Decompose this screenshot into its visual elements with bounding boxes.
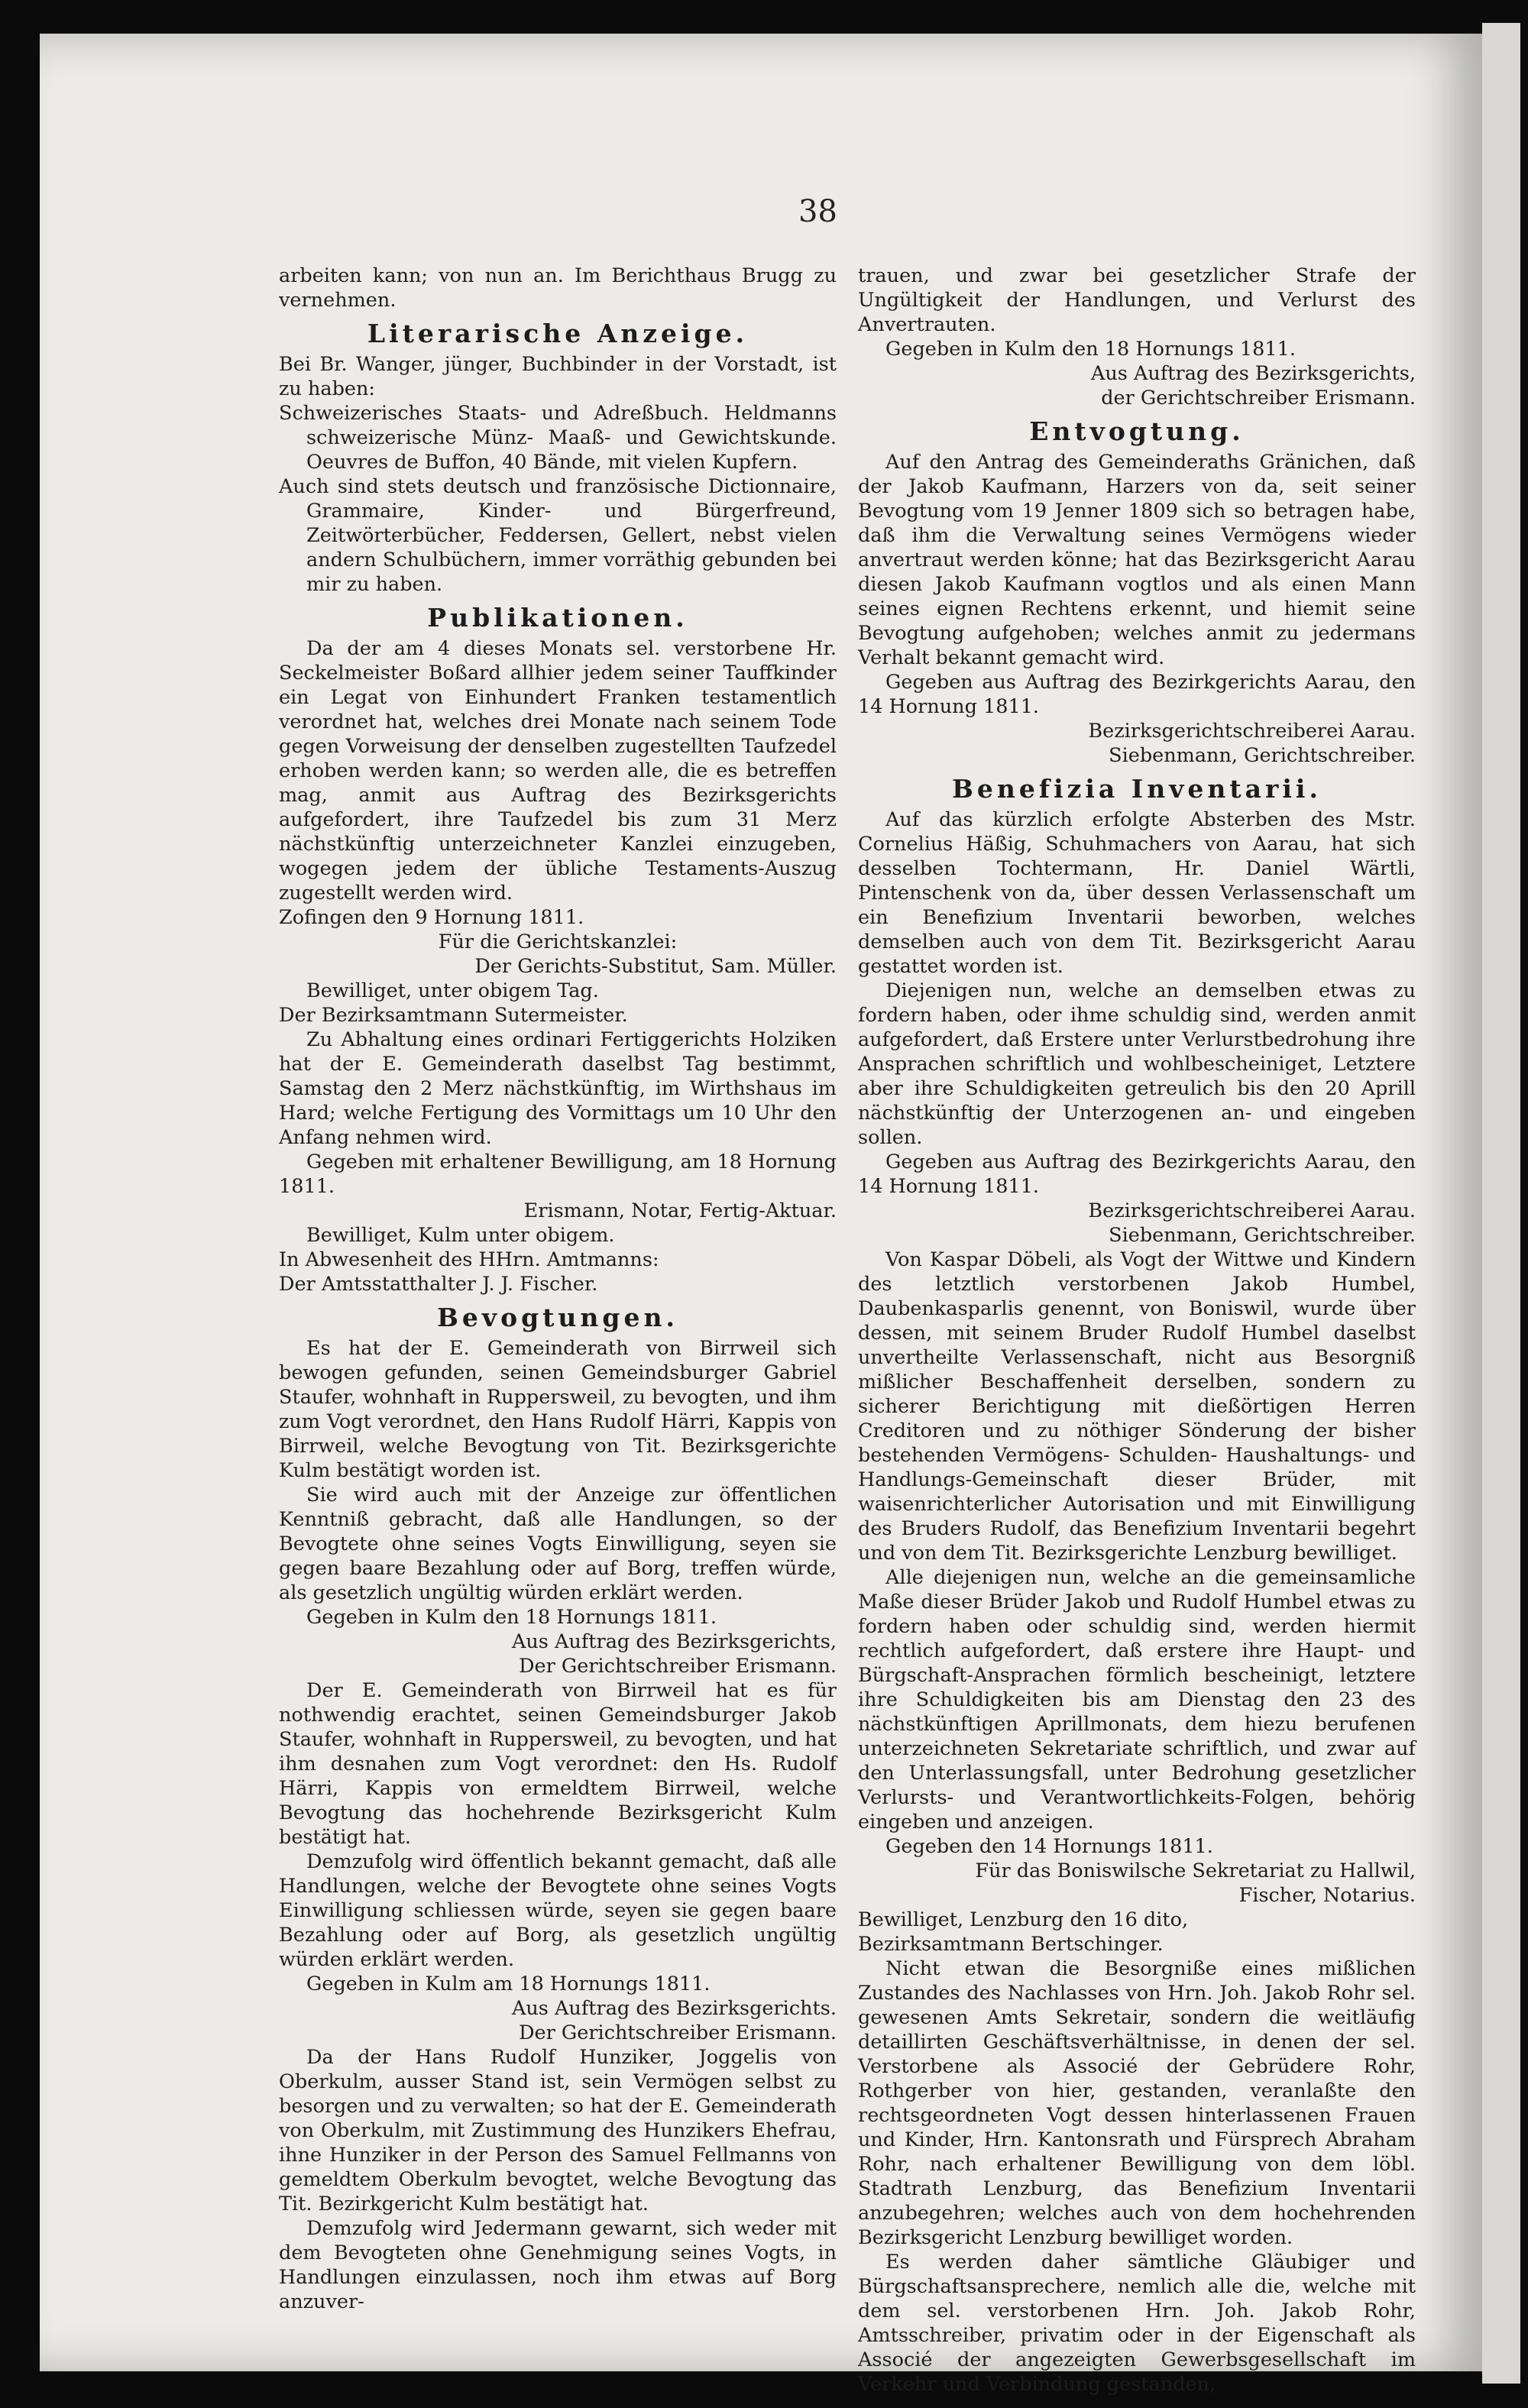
text-block: Bezirksgerichtschreiberei Aarau. — [1088, 720, 1416, 743]
text-block: Alle diejenigen nun, welche an die gemeinsamliche Maße dieser Brüder Jakob und Rudolf Humbel etwas zu fordern haben oder schuldig sind, werden hiermit rechtlich aufgefordert, daß erstere ihre Haupt- und Bürgschaft-Ansprachen förmlich bescheinigt, letztere ihre Schuldigkeiten bis am Dienstag den 23 des nächstkünftigen Aprillmonats, dem hiezu berufenen unterzeichneten Sekretariate schriftlich, und zwar auf den Unterlassungsfall, unter Bedrohung gesetzlicher Verlursts- und Verantwortlichkeits-Folgen, behörig eingeben und anzeigen. — [858, 1566, 1416, 1834]
text-block: Der Bezirksamtmann Sutermeister. — [279, 1004, 628, 1027]
text-block: Sie wird auch mit der Anzeige zur öffentlichen Kenntniß gebracht, daß alle Handlungen, so der Bevogtete ohne seines Vogts Einwilligung, seyen sie gegen baare Bezahlung oder auf Borg, treffen würde, als gesetzlich ungültig würden erklärt werden. — [279, 1484, 837, 1604]
right-column — [858, 264, 1416, 2397]
text-block: Der Gerichtschreiber Erismann. — [519, 2021, 837, 2044]
text-block: Der E. Gemeinderath von Birrweil hat es für nothwendig erachtet, seinen Gemeindsburger Jakob Staufer, wohnhaft in Ruppersweil, zu bevogten, und hat ihm desnahen zum Vogt verordnet: den Hs. Rudolf Härri, Kappis von ermeldtem Birrweil, welche Bevogtung das hochehrende Bezirksgericht Kulm bestätigt hat. — [279, 1679, 837, 1849]
text-block: Gegeben in Kulm den 18 Hornungs 1811. — [885, 338, 1296, 361]
text-block: Da der Hans Rudolf Hunziker, Joggelis von Oberkulm, ausser Stand ist, sein Vermögen selbst zu besorgen und zu verwalten; so hat der E. Gemeinderath von Oberkulm, mit Zustimmung des Hunzikers Ehefrau, ihne Hunziker in der Person des Samuel Fellmanns von gemeldtem Oberkulm bevogtet, welche Bevogtung das Tit. Bezirkgericht Kulm bestätigt hat. — [279, 2046, 837, 2215]
section-heading: Entvogtung. — [1029, 416, 1245, 446]
section-heading: Benefizia Inventarii. — [952, 774, 1322, 804]
text-block: Zofingen den 9 Hornung 1811. — [279, 906, 584, 929]
page-number: 38 — [798, 194, 837, 229]
text-block: Bezirksamtmann Bertschinger. — [858, 1933, 1164, 1956]
text-block: Es hat der E. Gemeinderath von Birrweil sich bewogen gefunden, seinen Gemeindsburger Gabriel Staufer, wohnhaft in Ruppersweil, zu bevogten, und ihm zum Vogt verordnet, den Hans Rudolf Härri, Kappis von Birrweil, welche Bevogtung von Tit. Bezirksgerichte Kulm bestätigt worden ist. — [279, 1337, 837, 1482]
text-block: Gegeben aus Auftrag des Bezirkgerichts Aarau, den 14 Hornung 1811. — [858, 671, 1416, 718]
text-block: Schweizerisches Staats- und Adreßbuch. Heldmanns schweizerische Münz- Maaß- und Gewichtskunde. Oeuvres de Buffon, 40 Bände, mit vielen Kupfern. — [279, 402, 837, 474]
text-block: Siebenmann, Gerichtschreiber. — [1109, 744, 1416, 767]
text-block: Bewilliget, Kulm unter obigem. — [306, 1224, 615, 1247]
text-block: Zu Abhaltung eines ordinari Fertiggerichts Holziken hat der E. Gemeinderath daselbst Tag bestimmt, Samstag den 2 Merz nächstkünftig, im Wirthshaus im Hard; welche Fertigung des Vormittags um 10 Uhr den Anfang nehmen wird. — [279, 1028, 837, 1149]
text-block: Bei Br. Wanger, jünger, Buchbinder in der Vorstadt, ist zu haben: — [279, 353, 837, 400]
text-block: Für die Gerichtskanzlei: — [438, 931, 678, 953]
text-block: Bewilliget, Lenzburg den 16 dito, — [858, 1908, 1189, 1931]
text-block: der Gerichtschreiber Erismann. — [1101, 387, 1416, 409]
section-heading: Literarische Anzeige. — [367, 319, 749, 348]
text-block: Von Kaspar Döbeli, als Vogt der Wittwe und Kindern des letztlich verstorbenen Jakob Humbel, Daubenkasparlis genennt, von Boniswil, wurde über dessen, mit seinem Bruder Rudolf Humbel daselbst unvertheilte Verlassenschaft, nicht aus Besorgniß mißlicher Beschaffenheit derselben, sondern zu sicherer Berichtigung mit dießörtigen Herren Creditoren und zu nöthiger Sönderung der bisher bestehenden Vermögens- Schulden- Haushaltungs- und Handlungs-Gemeinschaft dieser Brüder, mit waisenrichterlicher Autorisation und mit Einwilligung des Bruders Rudolf, das Benefizium Inventarii begehrt und von dem Tit. Bezirksgerichte Lenzburg bewilliget. — [858, 1248, 1416, 1565]
page-edge — [1482, 23, 1520, 2384]
text-block: Der Gerichtschreiber Erismann. — [519, 1655, 837, 1678]
text-block: Demzufolg wird öffentlich bekannt gemacht, daß alle Handlungen, welche der Bevogtete ohne seines Vogts Einwilligung schliessen würde, seyen sie gegen baare Bezahlung oder auf Borg, als gesetzlich ungültig würden erklärt werden. — [279, 1850, 837, 1971]
text-block: In Abwesenheit des HHrn. Amtmanns: — [279, 1248, 659, 1271]
text-block: Aus Auftrag des Bezirksgerichts, — [1090, 362, 1416, 385]
text-block: Demzufolg wird Jedermann gewarnt, sich weder mit dem Bevogteten ohne Genehmigung seines Vogts, in Handlungen einzulassen, noch ihm etwas auf Borg anzuver- — [279, 2217, 837, 2313]
text-block: trauen, und zwar bei gesetzlicher Strafe der Ungültigkeit der Handlungen, und Verlurst des Anvertrauten. — [858, 264, 1416, 336]
text-block: Gegeben in Kulm den 18 Hornungs 1811. — [306, 1606, 717, 1629]
text-block: Siebenmann, Gerichtschreiber. — [1109, 1224, 1416, 1247]
text-block: Da der am 4 dieses Monats sel. verstorbene Hr. Seckelmeister Boßard allhier jedem seiner Tauffkinder ein Legat von Einhundert Franken testamentlich verordnet hat, welches drei Monate nach seinem Tode gegen Vorweisung der denselben zugestellten Taufzedel erhoben werden kann; so werden alle, die es betreffen mag, anmit aus Auftrag des Bezirksgerichts aufgefordert, ihre Taufzedel bis zum 31 Merz nächstkünftig unterzeichneter Kanzlei einzugeben, wogegen jedem der übliche Testaments-Auszug zugestellt werden wird. — [279, 637, 837, 905]
section-heading: Bevogtungen. — [437, 1303, 678, 1332]
text-block: Der Gerichts-Substitut, Sam. Müller. — [474, 955, 837, 978]
text-block: Aus Auftrag des Bezirksgerichts. — [511, 1997, 837, 2020]
text-block: Gegeben mit erhaltener Bewilligung, am 18 Hornung 1811. — [279, 1151, 837, 1198]
text-block: Auf den Antrag des Gemeinderaths Gränichen, daß der Jakob Kaufmann, Harzers von da, seit seiner Bevogtung vom 19 Jenner 1809 sich so betragen habe, daß ihm die Verwaltung seines Vermögens wieder anvertraut werden könne; hat das Bezirksgericht Aarau diesen Jakob Kaufmann vogtlos und als einen Mann seines eignen Rechtens erkennt, und hiemit seine Bevogtung aufgehoben; welches anmit zu jedermans Verhalt bekannt gemacht wird. — [858, 451, 1416, 669]
text-block: Bezirksgerichtschreiberei Aarau. — [1088, 1199, 1416, 1222]
text-block: Diejenigen nun, welche an demselben etwas zu fordern haben, oder ihme schuldig sind, werden anmit aufgefordert, daß Erstere unter Verlurstbedrohung ihre Ansprachen schriftlich und wohlbescheiniget, Letztere aber ihre Schuldigkeiten getreulich bis den 20 Aprill nächstkünftig der Unterzogenen an- und eingeben sollen. — [858, 979, 1416, 1149]
text-block: Es werden daher sämtliche Gläubiger und Bürgschaftsansprechere, nemlich alle die, welche mit dem sel. verstorbenen Hrn. Joh. Jakob Rohr, Amtsschreiber, privatim oder in der Eigenschaft als Associé der angezeigten Gewerbsgesellschaft im Verkehr und Verbindung gestanden, — [858, 2251, 1416, 2396]
text-block: Bewilliget, unter obigem Tag. — [306, 979, 599, 1002]
text-block: Gegeben in Kulm am 18 Hornungs 1811. — [306, 1973, 711, 1995]
text-block: Aus Auftrag des Bezirksgerichts, — [511, 1630, 837, 1653]
text-block: Erismann, Notar, Fertig-Aktuar. — [523, 1199, 837, 1222]
text-block: Fischer, Notarius. — [1238, 1884, 1416, 1907]
text-block: Für das Boniswilsche Sekretariat zu Hallwil, — [975, 1859, 1416, 1882]
section-heading: Publikationen. — [427, 603, 688, 633]
text-block: Nicht etwan die Besorgniße eines mißlichen Zustandes des Nachlasses von Hrn. Joh. Jakob Rohr sel. gewesenen Amts Sekretair, sondern die weitläufig detaillirten Geschäftsverhältnisse, in denen der sel. Verstorbene als Associé der Gebrüdere Rohr, Rothgerber von hier, gestanden, veranlaßte den rechtsgeordneten Vogt dessen hinterlassenen Frauen und Kinder, Hrn. Kantonsrath und Fürsprech Abraham Rohr, nach erhaltener Bewilligung von dem löbl. Stadtrath Lenzburg, das Benefizium Inventarii anzubegehren; welches auch von dem hochehrenden Bezirksgericht Lenzburg bewilliget worden. — [858, 1957, 1416, 2249]
text-block: Gegeben den 14 Hornungs 1811. — [885, 1835, 1213, 1858]
text-block: Der Amtsstatthalter J. J. Fischer. — [279, 1273, 598, 1296]
text-block: Gegeben aus Auftrag des Bezirkgerichts Aarau, den 14 Hornung 1811. — [858, 1151, 1416, 1198]
text-block: Auf das kürzlich erfolgte Absterben des Mstr. Cornelius Häßig, Schuhmachers von Aarau, hat sich desselben Tochtermann, Hr. Daniel Wärtli, Pintenschenk von da, über dessen Verlassenschaft um ein Benefizium Inventarii beworben, welches demselben auch von dem Tit. Bezirksgericht Aarau gestattet worden ist. — [858, 808, 1416, 978]
text-block: arbeiten kann; von nun an. Im Berichthaus Brugg zu vernehmen. — [279, 264, 837, 312]
left-column — [279, 264, 837, 2314]
text-block: Auch sind stets deutsch und französische Dictionnaire, Grammaire, Kinder- und Bürgerfreund, Zeitwörterbücher, Feddersen, Gellert, nebst vielen andern Schulbüchern, immer vorräthig gebunden bei mir zu haben. — [279, 475, 837, 596]
